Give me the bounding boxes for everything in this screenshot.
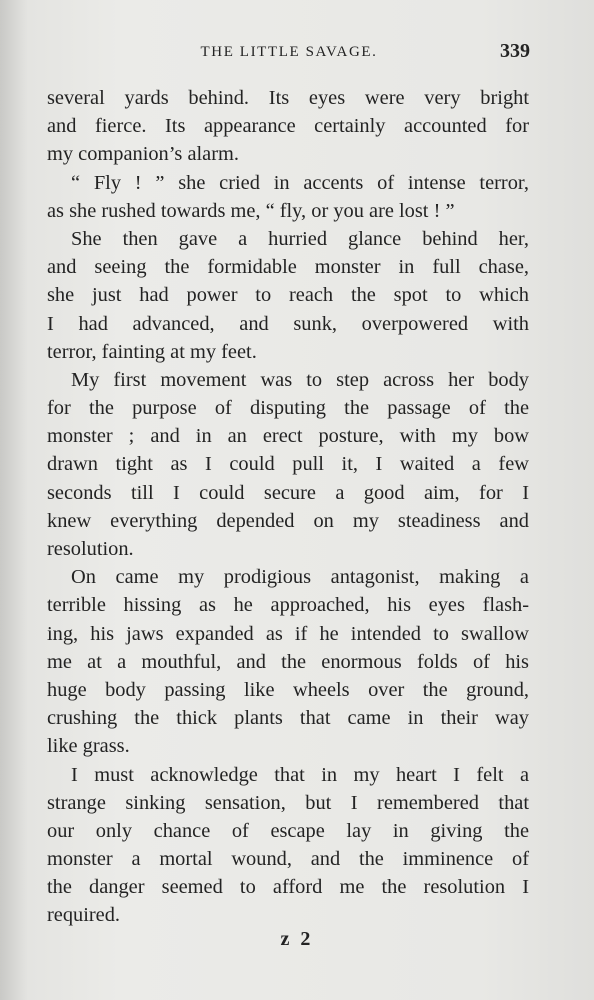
text-line: our only chance of escape lay in giving the <box>47 819 529 842</box>
text-line: monster a mortal wound, and the imminence of <box>47 848 529 871</box>
text-line: my companion’s alarm. <box>47 143 239 166</box>
text-line: seconds till I could secure a good aim, for I <box>47 481 529 504</box>
text-line: knew everything depended on my steadiness and <box>47 509 529 532</box>
running-title: THE LITTLE SAVAGE. <box>200 44 378 60</box>
text-line: terrible hissing as he approached, his eyes flash- <box>47 594 529 617</box>
text-line: drawn tight as I could pull it, I waited a few <box>47 453 529 476</box>
text-line: crushing the thick plants that came in their way <box>47 707 529 730</box>
body-text <box>47 84 529 930</box>
text-line: strange sinking sensation, but I remembered that <box>47 791 529 814</box>
text-line: the danger seemed to afford me the resolution I <box>47 876 529 899</box>
text-line: ing, his jaws expanded as if he intended to swallow <box>47 622 529 645</box>
page-header <box>48 40 530 66</box>
paragraph <box>47 84 529 169</box>
text-line: and seeing the formidable monster in full chase, <box>47 256 529 279</box>
paragraph <box>47 563 529 760</box>
text-line: I had advanced, and sunk, overpowered with <box>47 312 529 335</box>
text-line: resolution. <box>47 538 134 560</box>
paragraph <box>47 761 529 930</box>
text-line: she just had power to reach the spot to which <box>47 284 529 307</box>
paragraph <box>47 366 529 563</box>
text-line: monster ; and in an erect posture, with my bow <box>47 425 529 448</box>
text-line: for the purpose of disputing the passage of the <box>47 397 529 420</box>
paragraph <box>47 169 529 225</box>
text-line: required. <box>47 904 121 927</box>
text-line: She then gave a hurried glance behind her, <box>71 227 529 250</box>
text-line: as she rushed towards me, “ fly, or you are lost ! ” <box>47 199 455 222</box>
text-line: me at a mouthful, and the enormous folds of his <box>47 650 529 673</box>
text-line: I must acknowledge that in my heart I felt a <box>71 763 529 786</box>
paragraph <box>47 225 529 366</box>
text-line: terror, fainting at my feet. <box>47 340 257 363</box>
text-line: My first movement was to step across her body <box>71 368 529 391</box>
signature-mark: z 2 <box>280 928 314 950</box>
text-line: and fierce. Its appearance certainly accounted for <box>47 115 529 138</box>
text-line: On came my prodigious antagonist, making a <box>71 566 529 589</box>
text-line: several yards behind. Its eyes were very bright <box>47 87 529 109</box>
text-line: huge body passing like wheels over the ground, <box>47 678 529 701</box>
text-line: like grass. <box>47 735 130 758</box>
page-number: 339 <box>500 40 530 62</box>
text-line: “ Fly ! ” she cried in accents of intense terror, <box>71 171 529 194</box>
